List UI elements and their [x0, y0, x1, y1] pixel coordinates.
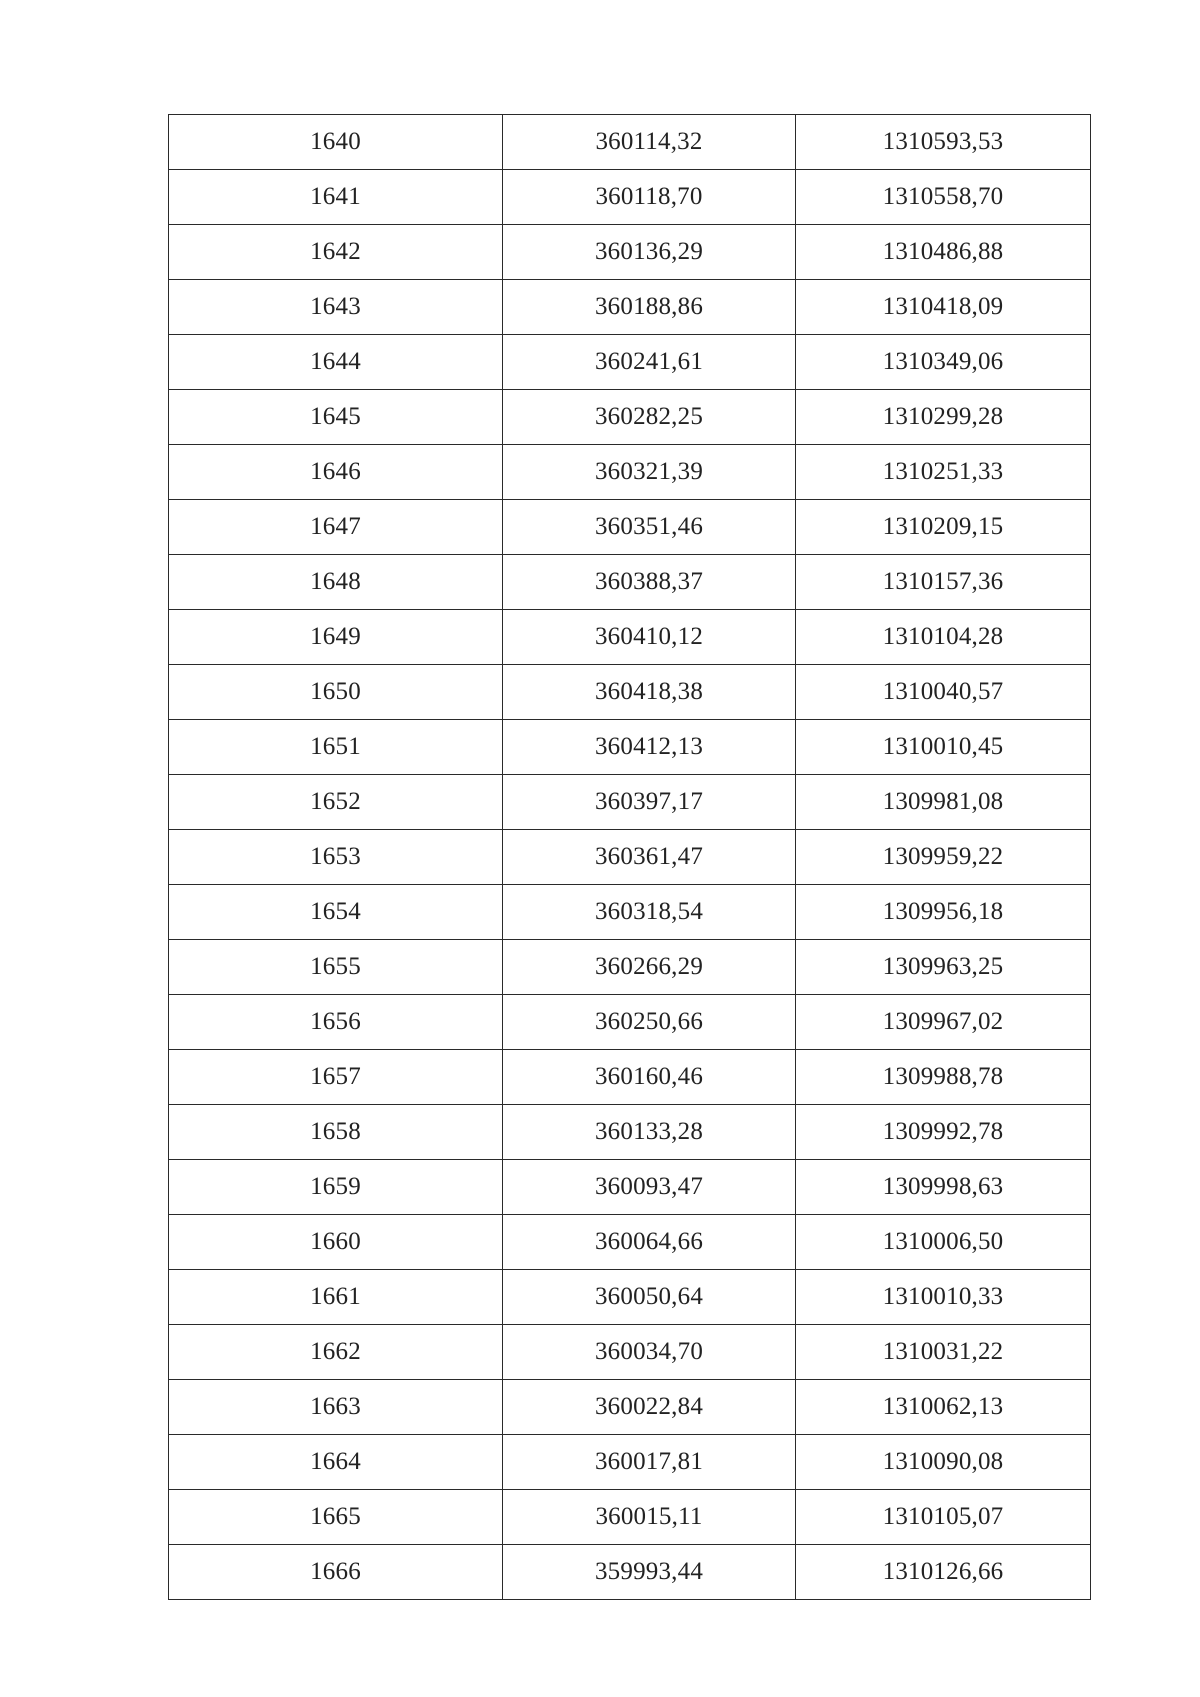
- point-number-cell: 1652: [169, 775, 503, 830]
- point-number-cell: 1655: [169, 940, 503, 995]
- point-number-cell: 1649: [169, 610, 503, 665]
- x-coordinate-cell: 360064,66: [503, 1215, 796, 1270]
- x-coordinate-cell: 360361,47: [503, 830, 796, 885]
- point-number-cell: 1651: [169, 720, 503, 775]
- table-row: [169, 500, 1091, 555]
- table-row: [169, 885, 1091, 940]
- y-coordinate-cell: 1310251,33: [796, 445, 1091, 500]
- point-number-cell: 1663: [169, 1380, 503, 1435]
- point-number-cell: 1656: [169, 995, 503, 1050]
- y-coordinate-cell: 1310062,13: [796, 1380, 1091, 1435]
- x-coordinate-cell: 360282,25: [503, 390, 796, 445]
- x-coordinate-cell: 360418,38: [503, 665, 796, 720]
- y-coordinate-cell: 1310558,70: [796, 170, 1091, 225]
- point-number-cell: 1644: [169, 335, 503, 390]
- y-coordinate-cell: 1309981,08: [796, 775, 1091, 830]
- table-row: [169, 610, 1091, 665]
- x-coordinate-cell: 360318,54: [503, 885, 796, 940]
- point-number-cell: 1653: [169, 830, 503, 885]
- x-coordinate-cell: 360388,37: [503, 555, 796, 610]
- table-row: [169, 225, 1091, 280]
- table-row: [169, 1545, 1091, 1600]
- x-coordinate-cell: 360410,12: [503, 610, 796, 665]
- x-coordinate-cell: 360034,70: [503, 1325, 796, 1380]
- point-number-cell: 1660: [169, 1215, 503, 1270]
- table-row: [169, 1050, 1091, 1105]
- table-row: [169, 775, 1091, 830]
- y-coordinate-cell: 1310006,50: [796, 1215, 1091, 1270]
- x-coordinate-cell: 360015,11: [503, 1490, 796, 1545]
- table-row: [169, 115, 1091, 170]
- point-number-cell: 1658: [169, 1105, 503, 1160]
- point-number-cell: 1665: [169, 1490, 503, 1545]
- y-coordinate-cell: 1310349,06: [796, 335, 1091, 390]
- y-coordinate-cell: 1309992,78: [796, 1105, 1091, 1160]
- point-number-cell: 1664: [169, 1435, 503, 1490]
- x-coordinate-cell: 360241,61: [503, 335, 796, 390]
- point-number-cell: 1645: [169, 390, 503, 445]
- y-coordinate-cell: 1310104,28: [796, 610, 1091, 665]
- table-row: [169, 170, 1091, 225]
- table-row: [169, 995, 1091, 1050]
- x-coordinate-cell: 360022,84: [503, 1380, 796, 1435]
- y-coordinate-cell: 1309967,02: [796, 995, 1091, 1050]
- x-coordinate-cell: 360160,46: [503, 1050, 796, 1105]
- point-number-cell: 1648: [169, 555, 503, 610]
- y-coordinate-cell: 1309959,22: [796, 830, 1091, 885]
- table-row: [169, 1380, 1091, 1435]
- point-number-cell: 1647: [169, 500, 503, 555]
- x-coordinate-cell: 360050,64: [503, 1270, 796, 1325]
- table-row: [169, 940, 1091, 995]
- table-row: [169, 335, 1091, 390]
- table-row: [169, 1105, 1091, 1160]
- y-coordinate-cell: 1310126,66: [796, 1545, 1091, 1600]
- point-number-cell: 1662: [169, 1325, 503, 1380]
- x-coordinate-cell: 360351,46: [503, 500, 796, 555]
- y-coordinate-cell: 1310105,07: [796, 1490, 1091, 1545]
- point-number-cell: 1659: [169, 1160, 503, 1215]
- table-row: [169, 830, 1091, 885]
- y-coordinate-cell: 1309956,18: [796, 885, 1091, 940]
- x-coordinate-cell: 360321,39: [503, 445, 796, 500]
- table-row: [169, 445, 1091, 500]
- y-coordinate-cell: 1309998,63: [796, 1160, 1091, 1215]
- point-number-cell: 1654: [169, 885, 503, 940]
- y-coordinate-cell: 1310299,28: [796, 390, 1091, 445]
- x-coordinate-cell: 360093,47: [503, 1160, 796, 1215]
- y-coordinate-cell: 1310486,88: [796, 225, 1091, 280]
- y-coordinate-cell: 1310031,22: [796, 1325, 1091, 1380]
- y-coordinate-cell: 1310418,09: [796, 280, 1091, 335]
- table-row: [169, 1325, 1091, 1380]
- table-row: [169, 280, 1091, 335]
- point-number-cell: 1640: [169, 115, 503, 170]
- coordinates-table: [168, 114, 1091, 1600]
- point-number-cell: 1642: [169, 225, 503, 280]
- table-row: [169, 1215, 1091, 1270]
- x-coordinate-cell: 360397,17: [503, 775, 796, 830]
- point-number-cell: 1657: [169, 1050, 503, 1105]
- x-coordinate-cell: 360188,86: [503, 280, 796, 335]
- table-row: [169, 1270, 1091, 1325]
- y-coordinate-cell: 1310010,45: [796, 720, 1091, 775]
- table-row: [169, 1490, 1091, 1545]
- point-number-cell: 1646: [169, 445, 503, 500]
- x-coordinate-cell: 360136,29: [503, 225, 796, 280]
- table-row: [169, 1160, 1091, 1215]
- x-coordinate-cell: 360118,70: [503, 170, 796, 225]
- table-row: [169, 555, 1091, 610]
- y-coordinate-cell: 1310010,33: [796, 1270, 1091, 1325]
- y-coordinate-cell: 1310157,36: [796, 555, 1091, 610]
- x-coordinate-cell: 360250,66: [503, 995, 796, 1050]
- point-number-cell: 1650: [169, 665, 503, 720]
- table-row: [169, 665, 1091, 720]
- x-coordinate-cell: 360412,13: [503, 720, 796, 775]
- y-coordinate-cell: 1310040,57: [796, 665, 1091, 720]
- table-row: [169, 1435, 1091, 1490]
- table-row: [169, 390, 1091, 445]
- coordinates-table-body: [169, 115, 1091, 1600]
- y-coordinate-cell: 1310090,08: [796, 1435, 1091, 1490]
- point-number-cell: 1643: [169, 280, 503, 335]
- y-coordinate-cell: 1310593,53: [796, 115, 1091, 170]
- y-coordinate-cell: 1309963,25: [796, 940, 1091, 995]
- x-coordinate-cell: 359993,44: [503, 1545, 796, 1600]
- point-number-cell: 1666: [169, 1545, 503, 1600]
- x-coordinate-cell: 360133,28: [503, 1105, 796, 1160]
- x-coordinate-cell: 360266,29: [503, 940, 796, 995]
- y-coordinate-cell: 1309988,78: [796, 1050, 1091, 1105]
- x-coordinate-cell: 360114,32: [503, 115, 796, 170]
- x-coordinate-cell: 360017,81: [503, 1435, 796, 1490]
- y-coordinate-cell: 1310209,15: [796, 500, 1091, 555]
- table-row: [169, 720, 1091, 775]
- point-number-cell: 1661: [169, 1270, 503, 1325]
- point-number-cell: 1641: [169, 170, 503, 225]
